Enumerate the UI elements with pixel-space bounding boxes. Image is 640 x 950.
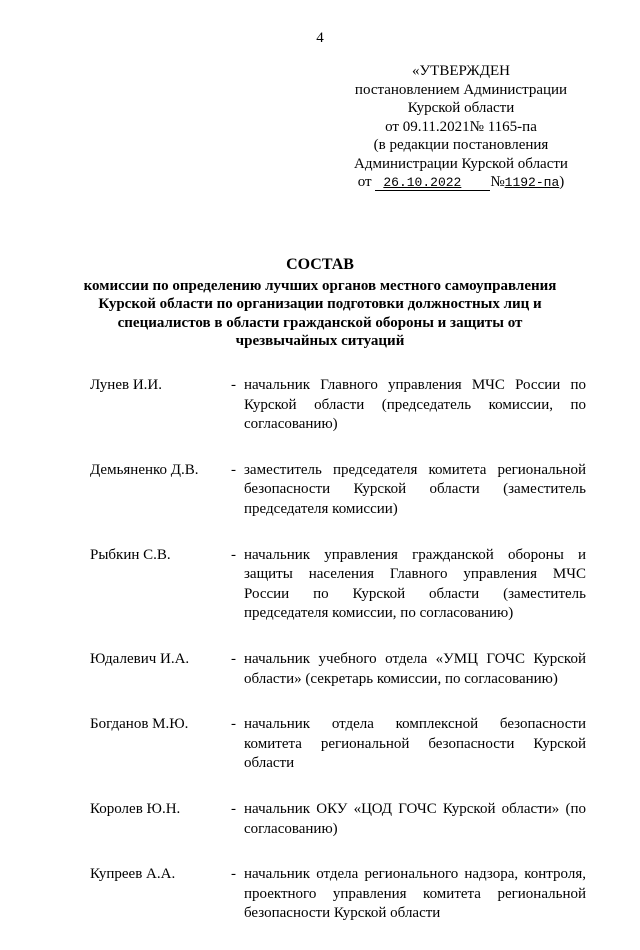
member-role: начальник ОКУ «ЦОД ГОЧС Курской области» (по согласованию) <box>244 800 586 837</box>
title-line-2: Курской области по организации подготовки должностных лиц и <box>98 296 542 313</box>
approval-line-3: Курской области <box>407 100 515 116</box>
title-heading: СОСТАВ <box>286 256 354 273</box>
commission-members-list <box>90 376 586 950</box>
amendment-number: 1192-па <box>504 175 560 190</box>
approval-stamp <box>330 62 592 193</box>
member-name: Лунев И.И. <box>90 377 162 393</box>
member-dash: - <box>231 461 236 478</box>
approval-line-5: (в редакции постановления <box>373 137 549 153</box>
title-line-3: специалистов в области гражданской обороны и защиты от <box>117 314 523 331</box>
member-name: Богданов М.Ю. <box>90 716 189 733</box>
title-line-1: комиссии по определению лучших органов местного самоуправления <box>83 277 557 294</box>
member-row <box>90 715 586 774</box>
member-dash: - <box>231 650 236 667</box>
approval-line-2: постановлением Администрации <box>354 81 568 98</box>
member-row <box>90 650 586 689</box>
member-role: начальник учебного отдела «УМЦ ГОЧС Курской области» (секретарь комиссии, по согласованию) <box>244 650 586 687</box>
member-name: Демьяненко Д.В. <box>90 461 199 478</box>
title-line-4: чрезвычайных ситуаций <box>235 333 405 350</box>
member-row <box>90 546 586 624</box>
member-dash: - <box>231 866 236 883</box>
date-prefix: от <box>357 174 372 190</box>
member-role: начальник отдела комплексной безопасности комитета региональной безопасности Курской области <box>244 716 586 772</box>
approval-line-6: Администрации Курской области <box>354 155 568 172</box>
member-dash: - <box>231 546 236 563</box>
member-role: заместитель председателя комитета региональной безопасности Курской области (заместитель председателя комиссии) <box>244 461 586 517</box>
member-name: Рыбкин С.В. <box>90 546 171 563</box>
member-row <box>90 865 586 924</box>
member-name: Купреев А.А. <box>90 866 176 883</box>
page-number: 4 <box>316 30 324 46</box>
member-row <box>90 461 586 520</box>
approval-line-4: от 09.11.2021№ 1165-па <box>385 118 537 135</box>
member-name: Юдалевич И.А. <box>90 650 190 667</box>
approval-line-1: «УТВЕРЖДЕН <box>412 63 510 79</box>
member-role: начальник управления гражданской обороны и защиты населения Главного управления МЧС России по Курской области (заместитель председателя комиссии, по согласованию) <box>244 546 586 622</box>
member-row <box>90 376 586 435</box>
member-role: начальник отдела регионального надзора, контроля, проектного управления комитета региональной безопасности Курской области <box>244 866 586 922</box>
member-role: начальник Главного управления МЧС России по Курской области (председатель комиссии, по согласованию) <box>244 377 586 433</box>
closing-paren: ) <box>559 174 565 190</box>
amendment-date: 26.10.2022 <box>375 175 490 191</box>
member-row <box>90 800 586 839</box>
member-dash: - <box>231 800 236 817</box>
document-title <box>40 256 600 351</box>
member-dash: - <box>231 377 236 393</box>
number-prefix: № <box>490 174 505 190</box>
member-name: Королев Ю.Н. <box>90 800 181 817</box>
member-dash: - <box>231 716 236 733</box>
approval-date-line <box>330 173 592 193</box>
